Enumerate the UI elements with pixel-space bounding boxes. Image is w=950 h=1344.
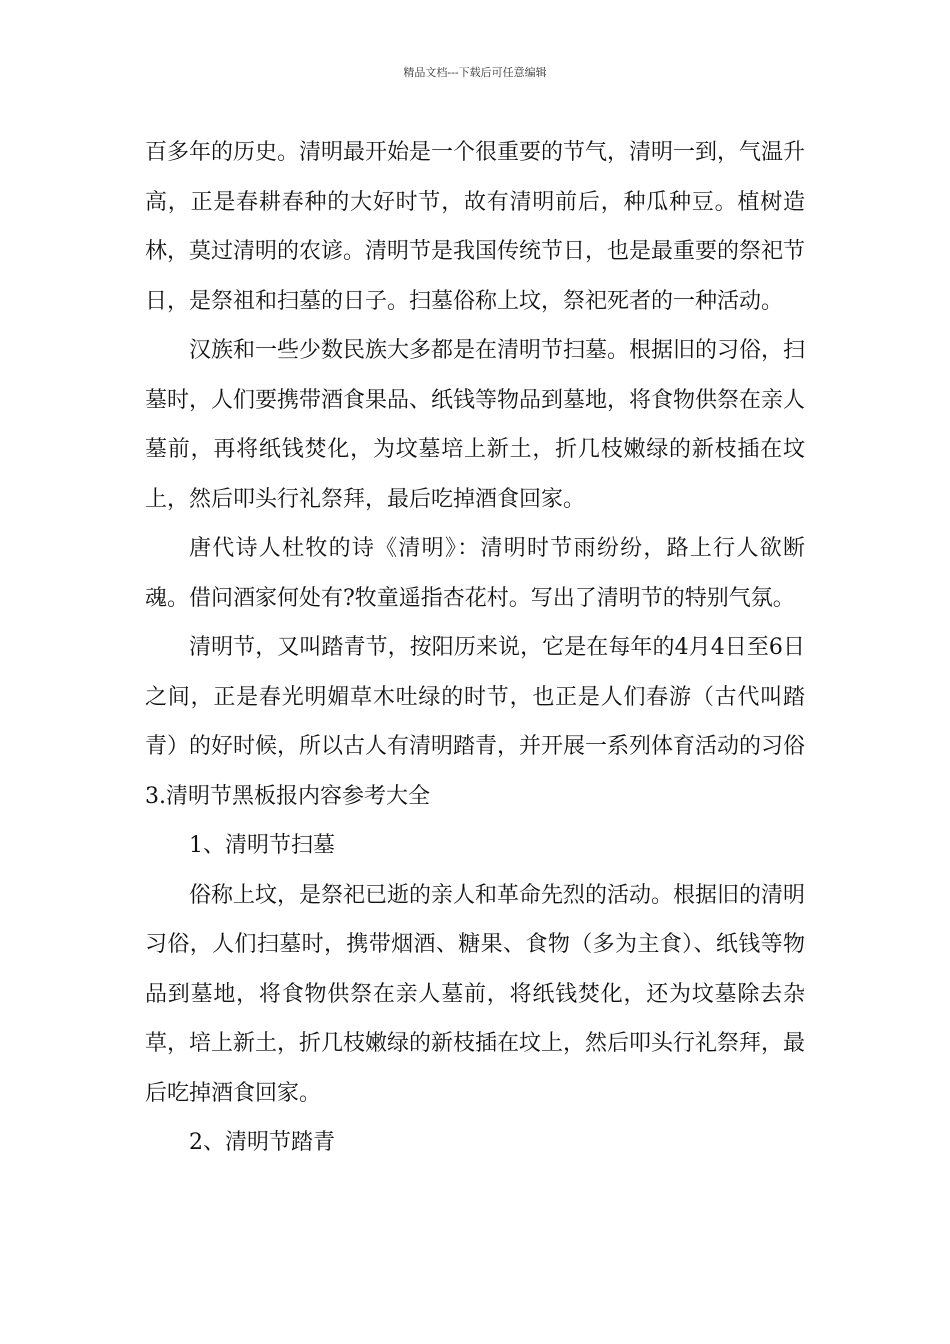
document-body <box>145 128 805 1168</box>
paragraph-outing-festival: 清明节，又叫踏青节，按阳历来说，它是在每年的4月4日至6日之间，正是春光明媚草木吐绿的时节，也正是人们春游（古代叫踏青）的好时候，所以古人有清明踏青，并开展一系列体育活动的习俗3.清明节黑板报内容参考大全 <box>145 635 806 809</box>
section-heading-tomb-sweeping: 1、清明节扫墓 <box>189 833 335 858</box>
paragraph-history: 百多年的历史。清明最开始是一个很重要的节气，清明一到，气温升高，正是春耕春种的大好时节，故有清明前后，种瓜种豆。植树造林，莫过清明的农谚。清明节是我国传统节日，也是最重要的祭祀节日，是祭祖和扫墓的日子。扫墓俗称上坟，祭祀死者的一种活动。 <box>145 140 806 314</box>
page-header: 精品文档---下载后可任意编辑 <box>403 66 547 79</box>
section-heading-spring-outing: 2、清明节踏青 <box>189 1130 335 1155</box>
paragraph-grave-visit: 俗称上坟，是祭祀已逝的亲人和革命先烈的活动。根据旧的清明习俗，人们扫墓时，携带烟酒、糖果、食物（多为主食）、纸钱等物品到墓地，将食物供祭在亲人墓前，将纸钱焚化，还为坟墓除去杂草，培上新土，折几枝嫩绿的新枝插在坟上，然后叩头行礼祭拜，最后吃掉酒食回家。 <box>145 882 806 1106</box>
paragraph-tomb-sweeping-custom: 汉族和一些少数民族大多都是在清明节扫墓。根据旧的习俗，扫墓时，人们要携带酒食果品、纸钱等物品到墓地，将食物供祭在亲人墓前，再将纸钱焚化，为坟墓培上新土，折几枝嫩绿的新枝插在坟上，然后叩头行礼祭拜，最后吃掉酒食回家。 <box>145 338 806 512</box>
paragraph-du-mu-poem: 唐代诗人杜牧的诗《清明》：清明时节雨纷纷，路上行人欲断魂。借问酒家何处有?牧童遥指杏花村。写出了清明节的特别气氛。 <box>145 536 805 611</box>
